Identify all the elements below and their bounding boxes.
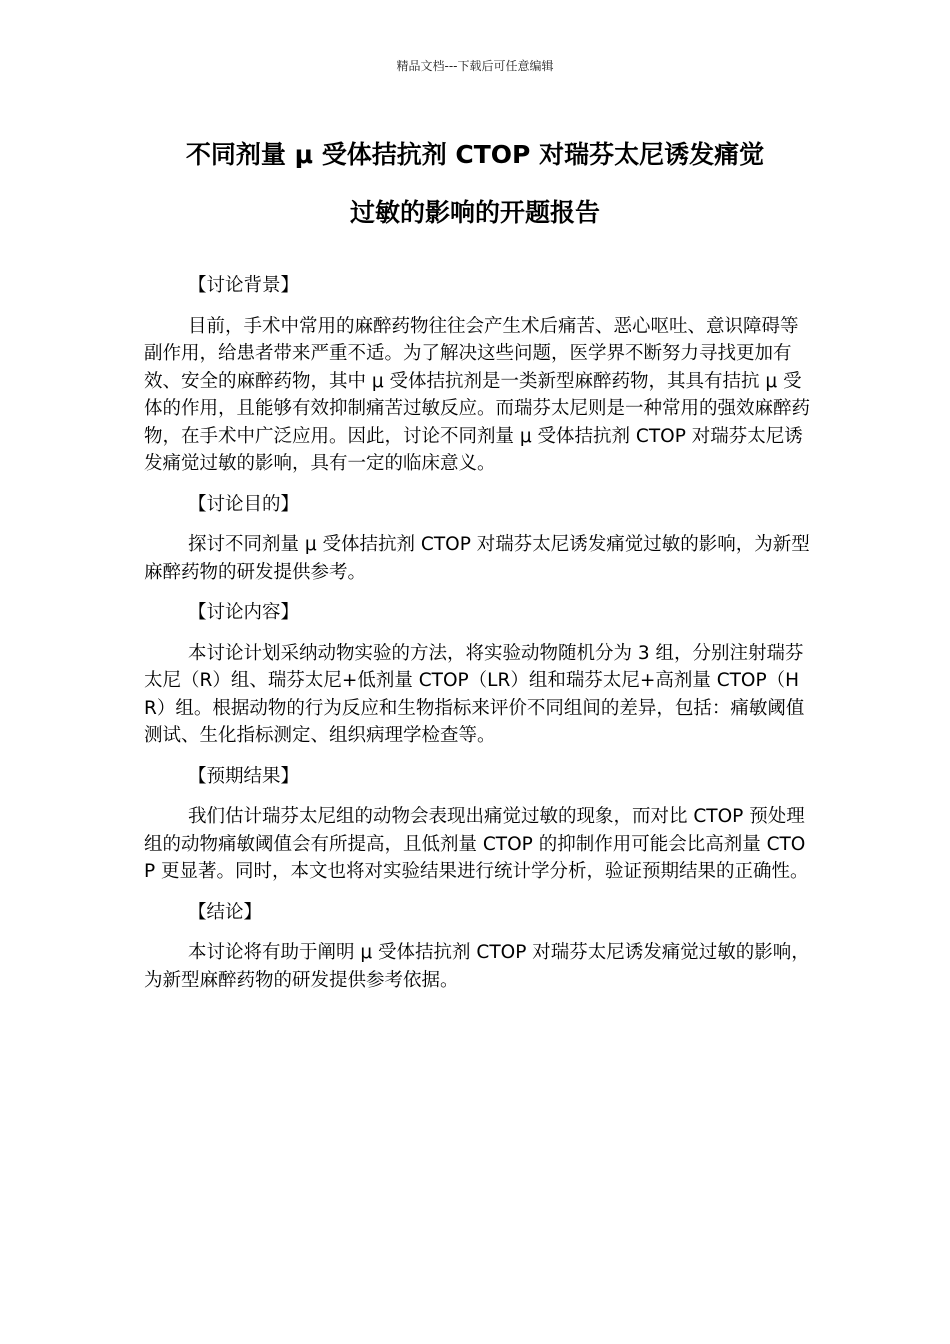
section-background xyxy=(144,272,810,478)
section-paragraph: 我们估计瑞芬太尼组的动物会表现出痛觉过敏的现象，而对比 CTOP 预处理组的动物痛敏阈值会有所提高，且低剂量 CTOP 的抑制作用可能会比高剂量 CTOP 更显著。同时，本文也将对实验结果进行统计学分析，验证预期结果的正确性。 xyxy=(144,806,809,882)
section-paragraph: 本讨论将有助于阐明 μ 受体拮抗剂 CTOP 对瑞芬太尼诱发痛觉过敏的影响，为新型麻醉药物的研发提供参考依据。 xyxy=(144,942,810,991)
header-note: 精品文档---下载后可任意编辑 xyxy=(396,59,554,73)
document-title-line-1: 不同剂量 μ 受体拮抗剂 CTOP 对瑞芬太尼诱发痛觉 xyxy=(185,140,765,169)
document-title-line-2: 过敏的影响的开题报告 xyxy=(349,198,600,227)
section-heading: 【讨论目的】 xyxy=(188,493,300,515)
section-heading: 【预期结果】 xyxy=(188,765,300,787)
section-paragraph: 本讨论计划采纳动物实验的方法，将实验动物随机分为 3 组，分别注射瑞芬太尼（R）组、瑞芬太尼+低剂量 CTOP（LR）组和瑞芬太尼+高剂量 CTOP（HR）组。根据动物的行为反应和生物指标来评价不同组间的差异，包括：痛敏阈值测试、生化指标测定、组织病理学检查等。 xyxy=(144,642,805,746)
section-content xyxy=(144,599,810,750)
section-expected-results xyxy=(144,763,810,886)
section-paragraph: 目前，手术中常用的麻醉药物往往会产生术后痛苦、恶心呕吐、意识障碍等副作用，给患者带来严重不适。为了解决这些问题，医学界不断努力寻找更加有效、安全的麻醉药物，其中 μ 受体拮抗剂是一类新型麻醉药物，其具有拮抗 μ 受体的作用，且能够有效抑制痛苦过敏反应。而瑞芬太尼则是一种常用的强效麻醉药物，在手术中广泛应用。因此，讨论不同剂量 μ 受体拮抗剂 CTOP 对瑞芬太尼诱发痛觉过敏的影响，具有一定的临床意义。 xyxy=(144,315,811,474)
section-heading: 【讨论背景】 xyxy=(188,275,300,296)
section-conclusion xyxy=(144,899,810,995)
document-body xyxy=(144,272,810,1007)
section-paragraph: 探讨不同剂量 μ 受体拮抗剂 CTOP 对瑞芬太尼诱发痛觉过敏的影响，为新型麻醉药物的研发提供参考。 xyxy=(144,534,810,583)
section-heading: 【结论】 xyxy=(188,901,263,923)
section-heading: 【讨论内容】 xyxy=(188,602,300,623)
section-purpose xyxy=(144,491,810,587)
